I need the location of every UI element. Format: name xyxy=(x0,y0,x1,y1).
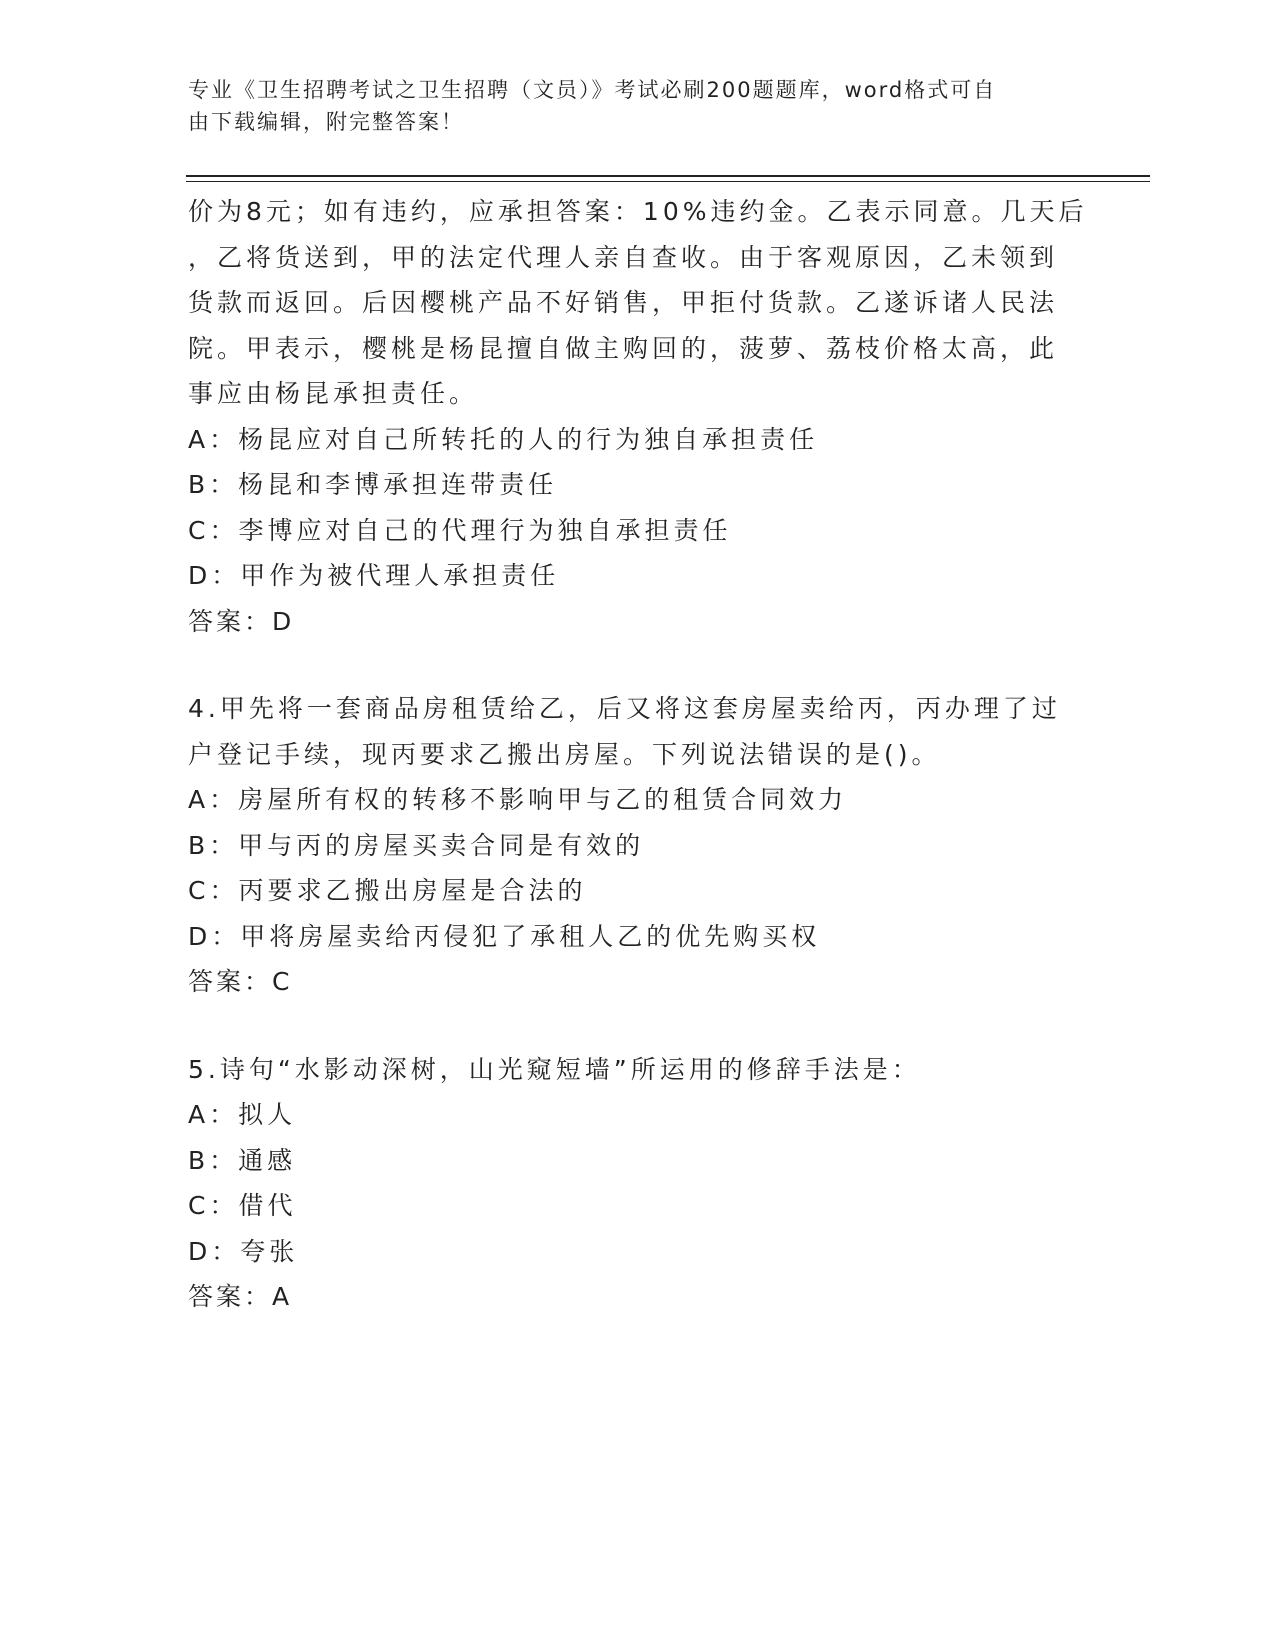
option-c: C：丙要求乙搬出房屋是合法的 xyxy=(188,876,587,905)
question-text-line: 货款而返回。后因樱桃产品不好销售，甲拒付货款。乙遂诉诸人民法 xyxy=(188,288,1059,317)
question-text-line: 事应由杨昆承担责任。 xyxy=(188,379,479,408)
question-text-line: 户登记手续，现丙要求乙搬出房屋。下列说法错误的是()。 xyxy=(188,739,941,769)
option-b: B：甲与丙的房屋买卖合同是有效的 xyxy=(188,830,645,860)
header-rule-thick xyxy=(186,175,1150,177)
question-text-line: 价为8元；如有违约，应承担答案：10%违约金。乙表示同意。几天后 xyxy=(188,197,1088,226)
option-d: D：夸张 xyxy=(188,1236,299,1266)
document-body xyxy=(188,189,1088,1320)
header-line-1: 专业《卫生招聘考试之卫生招聘（文员）》考试必刷200题题库，word格式可自 xyxy=(188,78,997,102)
header-rule-thin xyxy=(186,181,1150,182)
option-a: A：房屋所有权的转移不影响甲与乙的租赁合同效力 xyxy=(188,785,848,814)
answer-line: 答案：C xyxy=(188,967,293,996)
option-a: A：杨昆应对自己所转托的人的行为独自承担责任 xyxy=(188,424,819,454)
question-text-line: 院。甲表示，樱桃是杨昆擅自做主购回的，菠萝、荔枝价格太高，此 xyxy=(188,333,1059,363)
option-b: B：杨昆和李博承担连带责任 xyxy=(188,470,558,499)
option-d: D：甲将房屋卖给丙侵犯了承租人乙的优先购买权 xyxy=(188,921,821,951)
question-text-line: 4.甲先将一套商品房租赁给乙，后又将这套房屋卖给丙，丙办理了过 xyxy=(188,694,1061,723)
question-text-line: 5.诗句“水影动深树，山光窥短墙”所运用的修辞手法是： xyxy=(188,1054,921,1084)
document-header xyxy=(188,74,1068,138)
question-3-continuation xyxy=(188,189,1088,644)
spacer xyxy=(188,1005,1088,1047)
option-d: D：甲作为被代理人承担责任 xyxy=(188,561,560,590)
question-text-line: ，乙将货送到，甲的法定代理人亲自查收。由于客观原因，乙未领到 xyxy=(188,242,1059,272)
question-4 xyxy=(188,686,1088,1005)
option-c: C：李博应对自己的代理行为独自承担责任 xyxy=(188,515,732,545)
option-a: A：拟人 xyxy=(188,1100,297,1129)
answer-line: 答案：A xyxy=(188,1282,293,1311)
header-line-2: 由下载编辑，附完整答案！ xyxy=(188,110,464,134)
spacer xyxy=(188,644,1088,686)
option-b: B：通感 xyxy=(188,1145,297,1175)
answer-line: 答案：D xyxy=(188,606,295,636)
option-c: C：借代 xyxy=(188,1191,297,1220)
question-5 xyxy=(188,1047,1088,1320)
